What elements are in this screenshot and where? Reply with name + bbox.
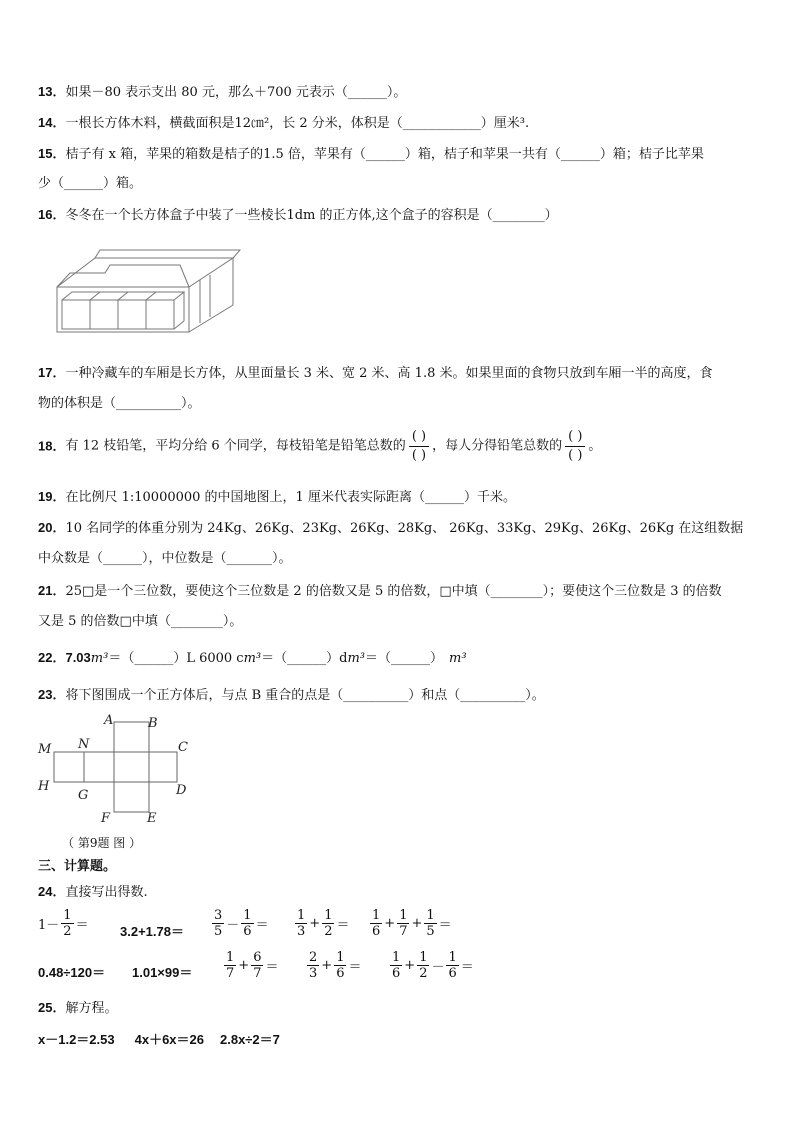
question-20-cont [38, 551, 292, 567]
question-number: 16． [38, 207, 66, 222]
question-17-cont [38, 396, 201, 412]
calc-r2-2: 1.01×99＝ [132, 965, 193, 980]
label-C: C [178, 740, 188, 755]
section-title: 三、计算题。 [38, 858, 117, 873]
question-text-line2: 少（______）箱。 [38, 176, 143, 191]
question-16 [38, 207, 558, 224]
fraction-blank-1: ( ) ( ) [409, 428, 429, 465]
question-13 [38, 84, 406, 101]
question-number: 24． [38, 884, 66, 899]
question-text-line2: 中众数是（______），中位数是（_______）。 [38, 551, 292, 566]
question-number: 19． [38, 489, 66, 504]
text-b: ＝（______）L 6000 c [108, 651, 244, 666]
question-text-line1: 10 名同学的体重分别为 24Kg、26Kg、23Kg、26Kg、28Kg、 26Kg、33Kg、29Kg、26Kg、26Kg 在这组数据 [65, 521, 744, 536]
question-text-line2: 物的体积是（__________）。 [38, 396, 201, 411]
question-text-line1: 桔子有 x 箱，苹果的箱数是桔子的1.5 倍，苹果有（______）箱，桔子和苹果一共有（______）箱；桔子比苹果 [65, 147, 704, 162]
label-F: F [101, 811, 111, 826]
question-number: 14． [38, 115, 66, 130]
calc-r1-5: $\frac{1}{6}$ + $\frac{1}{7}$ + $\frac{1}{5}$ ＝ [372, 908, 452, 939]
label-E: E [147, 811, 157, 826]
question-15 [38, 146, 704, 163]
question-number: 17． [38, 365, 66, 380]
text-c: ＝（______）d [261, 651, 348, 666]
fraction-blank-2: ( ) ( ) [565, 428, 585, 465]
question-23 [38, 687, 545, 704]
question-text: 解方程。 [65, 1001, 118, 1016]
box-figure [50, 245, 245, 337]
equation-1: x－1.2＝2.53 [38, 1032, 115, 1047]
question-number: 13． [38, 84, 66, 99]
calc-r1-3: $\frac{3}{5}$ － $\frac{1}{6}$ ＝ [214, 908, 269, 939]
label-H: H [38, 779, 50, 794]
equations [38, 1032, 280, 1048]
question-text: 如果－80 表示支出 80 元，那么＋700 元表示（______）。 [65, 85, 407, 100]
question-number: 15． [38, 146, 66, 161]
label-G: G [78, 788, 89, 803]
unit-m3: m³ [243, 651, 262, 666]
question-17 [38, 365, 712, 382]
label-M: M [38, 742, 52, 757]
calc-r1-2: 3.2+1.78＝ [120, 924, 184, 939]
figure-caption: （ 第9题 图 ） [62, 836, 142, 850]
question-text-line1: 一种冷藏车的车厢是长方体，从里面量长 3 米、宽 2 米、高 1.8 米。如果里面的食物只放到车厢一半的高度，食 [65, 366, 713, 381]
label-D: D [176, 783, 187, 798]
calc-r2-1: 0.48÷120＝ [38, 965, 106, 980]
question-number: 23． [38, 687, 66, 702]
question-21-cont [38, 614, 242, 630]
calc-r1-4: $\frac{1}{3}$ + $\frac{1}{2}$ ＝ [297, 908, 350, 939]
question-text-part1: 有 12 枝铅笔，平均分给 6 个同学，每枝铅笔是铅笔总数的 [65, 438, 406, 454]
value-a: 7.03 [65, 650, 91, 665]
equation-2: 4x＋6x＝26 [134, 1032, 204, 1047]
text-d: ＝（______） [365, 651, 444, 666]
question-text-part2: ，每人分得铅笔总数的 [432, 438, 563, 454]
calc-r2-3: $\frac{1}{7}$ + $\frac{6}{7}$ ＝ [226, 950, 279, 981]
question-text: 冬冬在一个长方体盒子中装了一些棱长1dm 的正方体,这个盒子的容积是（________） [65, 208, 558, 223]
question-text: 直接写出得数. [65, 885, 148, 900]
label-B: B [148, 716, 158, 731]
unit-m3: m³ [449, 651, 467, 666]
question-24 [38, 884, 148, 901]
question-number: 20． [38, 520, 66, 535]
equation-3: 2.8x÷2＝7 [220, 1032, 280, 1047]
calc-r2-5: $\frac{1}{6}$ + $\frac{1}{2}$ － $\frac{1}{6}$ ＝ [392, 950, 474, 981]
question-number: 25． [38, 1000, 66, 1015]
question-text: 一根长方体木料，横截面积是12㎝²，长 2 分米，体积是（____________）厘米³. [65, 116, 530, 131]
question-text-part3: 。 [588, 438, 602, 454]
cube-net-figure [34, 710, 204, 840]
unit-m3: m³ [347, 651, 366, 666]
label-A: A [104, 713, 114, 728]
question-text: 将下图围成一个正方体后，与点 B 重合的点是（__________）和点（__________）。 [65, 688, 545, 703]
question-number: 21． [38, 583, 66, 598]
calc-r2-4: $\frac{2}{3}$ + $\frac{1}{6}$ ＝ [309, 950, 362, 981]
question-19 [38, 489, 516, 506]
question-21 [38, 583, 722, 600]
question-number: 18． [38, 438, 66, 454]
question-text-line1: 25□是一个三位数，要使这个三位数是 2 的倍数又是 5 的倍数，□中填（________）；要使这个三位数是 3 的倍数 [65, 584, 722, 599]
question-text-line2: 又是 5 的倍数□中填（________）。 [38, 614, 243, 629]
question-15-cont [38, 176, 142, 192]
question-14 [38, 115, 529, 132]
question-18 [38, 428, 601, 465]
question-20 [38, 520, 743, 537]
unit-m3: m³ [90, 651, 109, 666]
question-number: 22． [38, 650, 66, 665]
label-N: N [78, 737, 90, 752]
calc-r1-1: 1－ $\frac{1}{2}$ ＝ [38, 908, 89, 939]
question-22 [38, 650, 467, 667]
question-text: 在比例尺 1:10000000 的中国地图上，1 厘米代表实际距离（______）千米。 [65, 490, 516, 505]
question-25 [38, 1000, 117, 1017]
